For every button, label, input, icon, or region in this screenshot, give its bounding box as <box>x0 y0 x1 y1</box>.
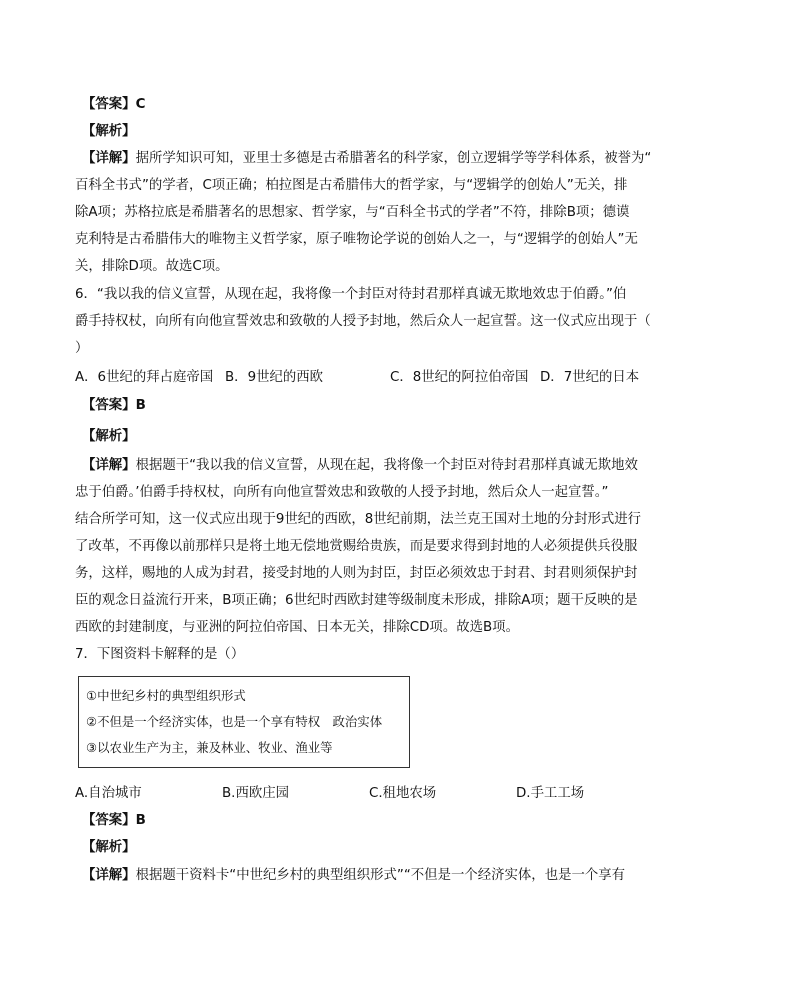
q6-detail-line-3: 结合所学可知，这一仪式应出现于9世纪的西欧，8世纪前期，法兰克王国对土地的分封形式进行 <box>75 512 642 527</box>
q5-analysis-heading <box>82 122 136 142</box>
q6-detail-line-6: 臣的观念日益流行开来，B项正确；6世纪时西欧封建等级制度未形成，排除A项；题干反映的是 <box>75 593 638 608</box>
q5-detail-line-2: 百科全书式”的学者，C项正确；柏拉图是古希腊伟大的哲学家，与“逻辑学的创始人”无关，排 <box>75 178 628 193</box>
q7-answer <box>82 811 146 831</box>
q7-option-a: A.自治城市 <box>75 786 142 801</box>
answer-tag: 【答案】 <box>82 398 136 413</box>
q6-answer <box>82 396 146 416</box>
q6-option-c: C．8世纪的阿拉伯帝国 <box>390 370 529 385</box>
detail-text: 根据题干资料卡“中世纪乡村的典型组织形式”“不但是一个经济实体，也是一个享有 <box>135 868 626 883</box>
q7-stem: 7．下图资料卡解释的是（） <box>75 647 245 662</box>
q5-detail-line-5: 关，排除D项。故选C项。 <box>75 259 229 274</box>
q6-analysis-heading <box>82 427 136 447</box>
q6-detail-line-1 <box>82 456 638 476</box>
q5-detail-line-1 <box>82 149 651 169</box>
analysis-tag: 【解析】 <box>82 124 136 139</box>
detail-text: 根据题干“我以我的信义宣誓，从现在起，我将像一个封臣对待封君那样真诚无欺地效 <box>135 458 638 473</box>
q6-detail-line-5: 务，这样，赐地的人成为封君，接受封地的人则为封臣，封臣必须效忠于封君、封君则须保护封 <box>75 566 638 581</box>
analysis-tag: 【解析】 <box>82 840 136 855</box>
q5-detail-line-3: 除A项；苏格拉底是希腊著名的思想家、哲学家，与“百科全书式的学者”不符，排除B项；德谟 <box>75 205 630 220</box>
q6-option-b: B．9世纪的西欧 <box>225 370 324 385</box>
q5-answer <box>82 95 145 115</box>
q6-detail-line-4: 了改革，不再像以前那样只是将土地无偿地赏赐给贵族，而是要求得到封地的人必须提供兵役服 <box>75 539 638 554</box>
answer-tag: 【答案】 <box>82 97 136 112</box>
q7-option-c: C.租地农场 <box>369 786 437 801</box>
q7-option-d: D.手工工场 <box>516 786 585 801</box>
data-card-item-3: ③以农业生产为主，兼及林业、牧业、渔业等 <box>86 740 333 755</box>
data-card <box>78 676 410 768</box>
q5-detail-line-4: 克利特是古希腊伟大的唯物主义哲学家，原子唯物论学说的创始人之一，与“逻辑学的创始人”无 <box>75 232 638 247</box>
detail-tag: 【详解】 <box>82 151 136 166</box>
detail-tag: 【详解】 <box>82 458 136 473</box>
answer-value: B <box>135 398 146 413</box>
q6-stem-line-2: 爵手持权杖，向所有向他宣誓效忠和致敬的人授予封地，然后众人一起宣誓。这一仪式应出现于（ <box>75 314 651 329</box>
q6-option-a: A．6世纪的拜占庭帝国 <box>75 370 214 385</box>
q7-detail-line-1 <box>82 866 625 886</box>
q6-detail-line-7: 西欧的封建制度，与亚洲的阿拉伯帝国、日本无关，排除CD项。故选B项。 <box>75 620 519 635</box>
analysis-tag: 【解析】 <box>82 429 136 444</box>
answer-value: C <box>135 97 146 112</box>
q7-option-b: B.西欧庄园 <box>222 786 290 801</box>
detail-tag: 【详解】 <box>82 868 136 883</box>
q6-detail-line-2: 忠于伯爵。’伯爵手持权杖，向所有向他宣誓效忠和致敬的人授予封地，然后众人一起宣誓。” <box>75 485 609 500</box>
detail-text: 据所学知识可知，亚里士多德是古希腊著名的科学家，创立逻辑学等学科体系，被誉为“ <box>135 151 652 166</box>
data-card-item-1: ①中世纪乡村的典型组织形式 <box>86 688 246 703</box>
data-card-item-2: ②不但是一个经济实体，也是一个享有特权 政治实体 <box>86 714 383 729</box>
answer-value: B <box>135 813 146 828</box>
q6-stem-line-1: 6．“我以我的信义宣誓，从现在起，我将像一个封臣对待封君那样真诚无欺地效忠于伯爵。”伯 <box>75 287 627 302</box>
q7-analysis-heading <box>82 838 136 858</box>
answer-tag: 【答案】 <box>82 813 136 828</box>
q6-option-d: D．7世纪的日本 <box>540 370 640 385</box>
q6-stem-line-3: ） <box>75 341 89 356</box>
